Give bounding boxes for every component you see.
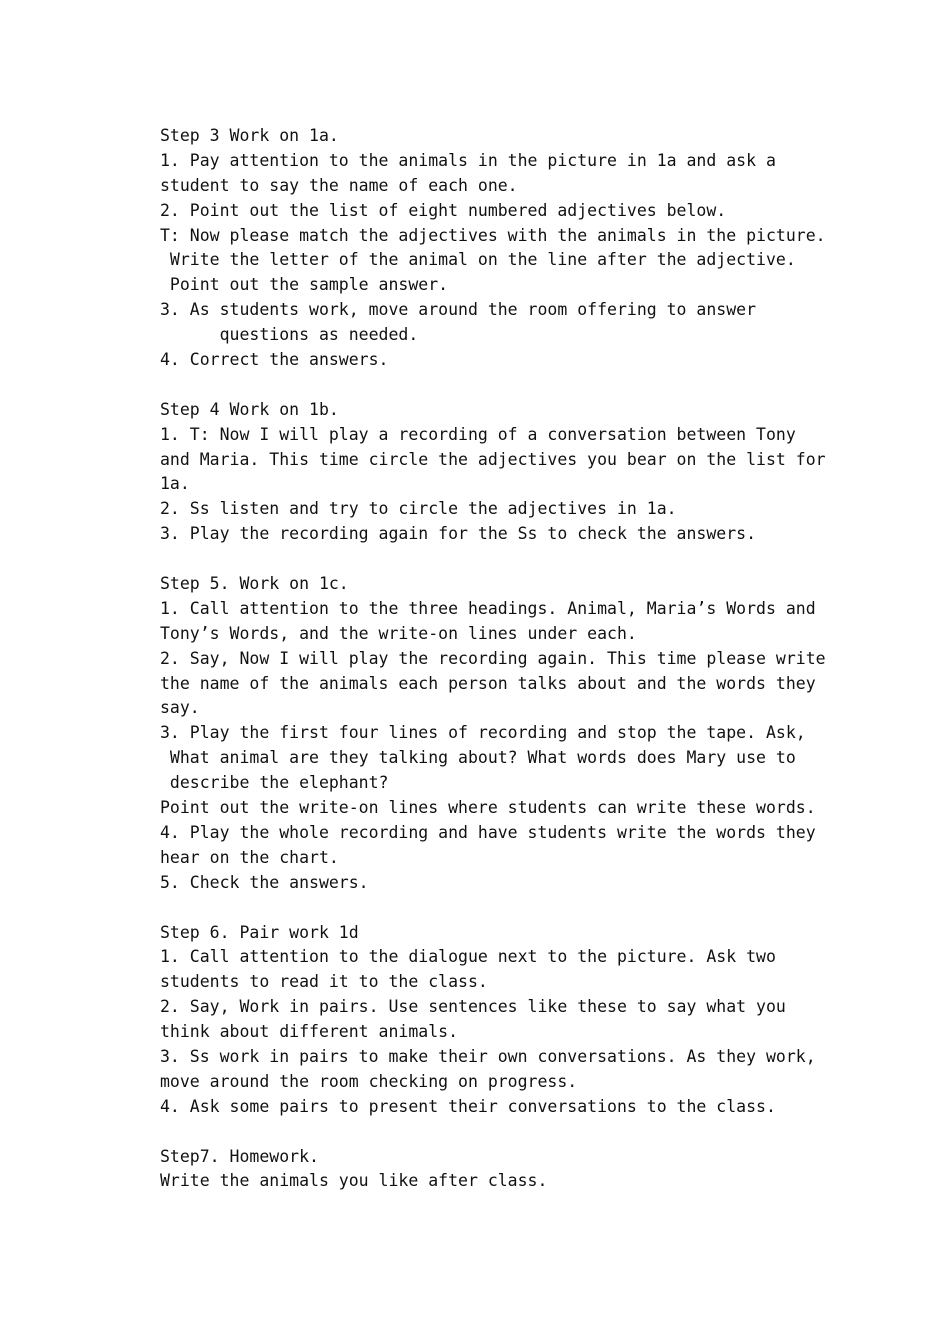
blank-line xyxy=(160,1120,880,1145)
text-line: Step7. Homework. xyxy=(160,1146,319,1166)
text-line: Step 5. Work on 1c. xyxy=(160,574,349,594)
text-line: describe the elephant? xyxy=(160,773,389,793)
text-line: Point out the sample answer. xyxy=(160,275,449,295)
text-line: hear on the chart. xyxy=(160,847,339,867)
text-line: student to say the name of each one. xyxy=(160,175,518,195)
text-line: questions as needed. xyxy=(160,325,419,345)
text-line: and Maria. This time circle the adjectives you bear on the list for xyxy=(160,449,826,469)
text-line: 1. Pay attention to the animals in the picture in 1a and ask a xyxy=(160,150,776,170)
text-line: 4. Ask some pairs to present their conversations to the class. xyxy=(160,1096,776,1116)
text-line: Tony’s Words, and the write-on lines under each. xyxy=(160,623,637,643)
text-line: think about different animals. xyxy=(160,1022,459,1042)
text-line: 1. Call attention to the three headings. Animal, Maria’s Words and xyxy=(160,598,816,618)
text-line: 1. Call attention to the dialogue next to the picture. Ask two xyxy=(160,947,776,967)
text-line: Write the animals you like after class. xyxy=(160,1171,548,1191)
text-line: move around the room checking on progress. xyxy=(160,1071,578,1091)
text-line: 3. Ss work in pairs to make their own conversations. As they work, xyxy=(160,1046,816,1066)
text-line: 1a. xyxy=(160,474,190,494)
text-line: What animal are they talking about? What words does Mary use to xyxy=(160,748,796,768)
document-body xyxy=(160,124,880,1194)
text-line: 2. Point out the list of eight numbered adjectives below. xyxy=(160,200,727,220)
text-line: students to read it to the class. xyxy=(160,972,488,992)
text-line: 1. T: Now I will play a recording of a conversation between Tony xyxy=(160,424,796,444)
text-line: Point out the write-on lines where students can write these words. xyxy=(160,798,816,818)
text-line: 2. Ss listen and try to circle the adjectives in 1a. xyxy=(160,499,677,519)
text-line: 4. Correct the answers. xyxy=(160,350,389,370)
text-line: 3. As students work, move around the room offering to answer xyxy=(160,300,757,320)
text-line: 2. Say, Now I will play the recording again. This time please write xyxy=(160,648,826,668)
text-line: 2. Say, Work in pairs. Use sentences like these to say what you xyxy=(160,997,786,1017)
text-line: 4. Play the whole recording and have students write the words they xyxy=(160,822,816,842)
text-line: Step 3 Work on 1a. xyxy=(160,126,339,145)
text-line: Step 4 Work on 1b. xyxy=(160,399,339,419)
text-line: the name of the animals each person talks about and the words they xyxy=(160,673,816,693)
text-line: Step 6. Pair work 1d xyxy=(160,922,359,942)
text-line: 3. Play the recording again for the Ss to check the answers. xyxy=(160,524,757,544)
text-line: 5. Check the answers. xyxy=(160,872,369,892)
text-line: Write the letter of the animal on the line after the adjective. xyxy=(160,250,796,270)
blank-line xyxy=(160,373,880,398)
text-line: T: Now please match the adjectives with the animals in the picture. xyxy=(160,225,826,245)
blank-line xyxy=(160,896,880,921)
text-line: 3. Play the first four lines of recording and stop the tape. Ask, xyxy=(160,723,806,743)
text-line: say. xyxy=(160,698,200,718)
blank-line xyxy=(160,547,880,572)
